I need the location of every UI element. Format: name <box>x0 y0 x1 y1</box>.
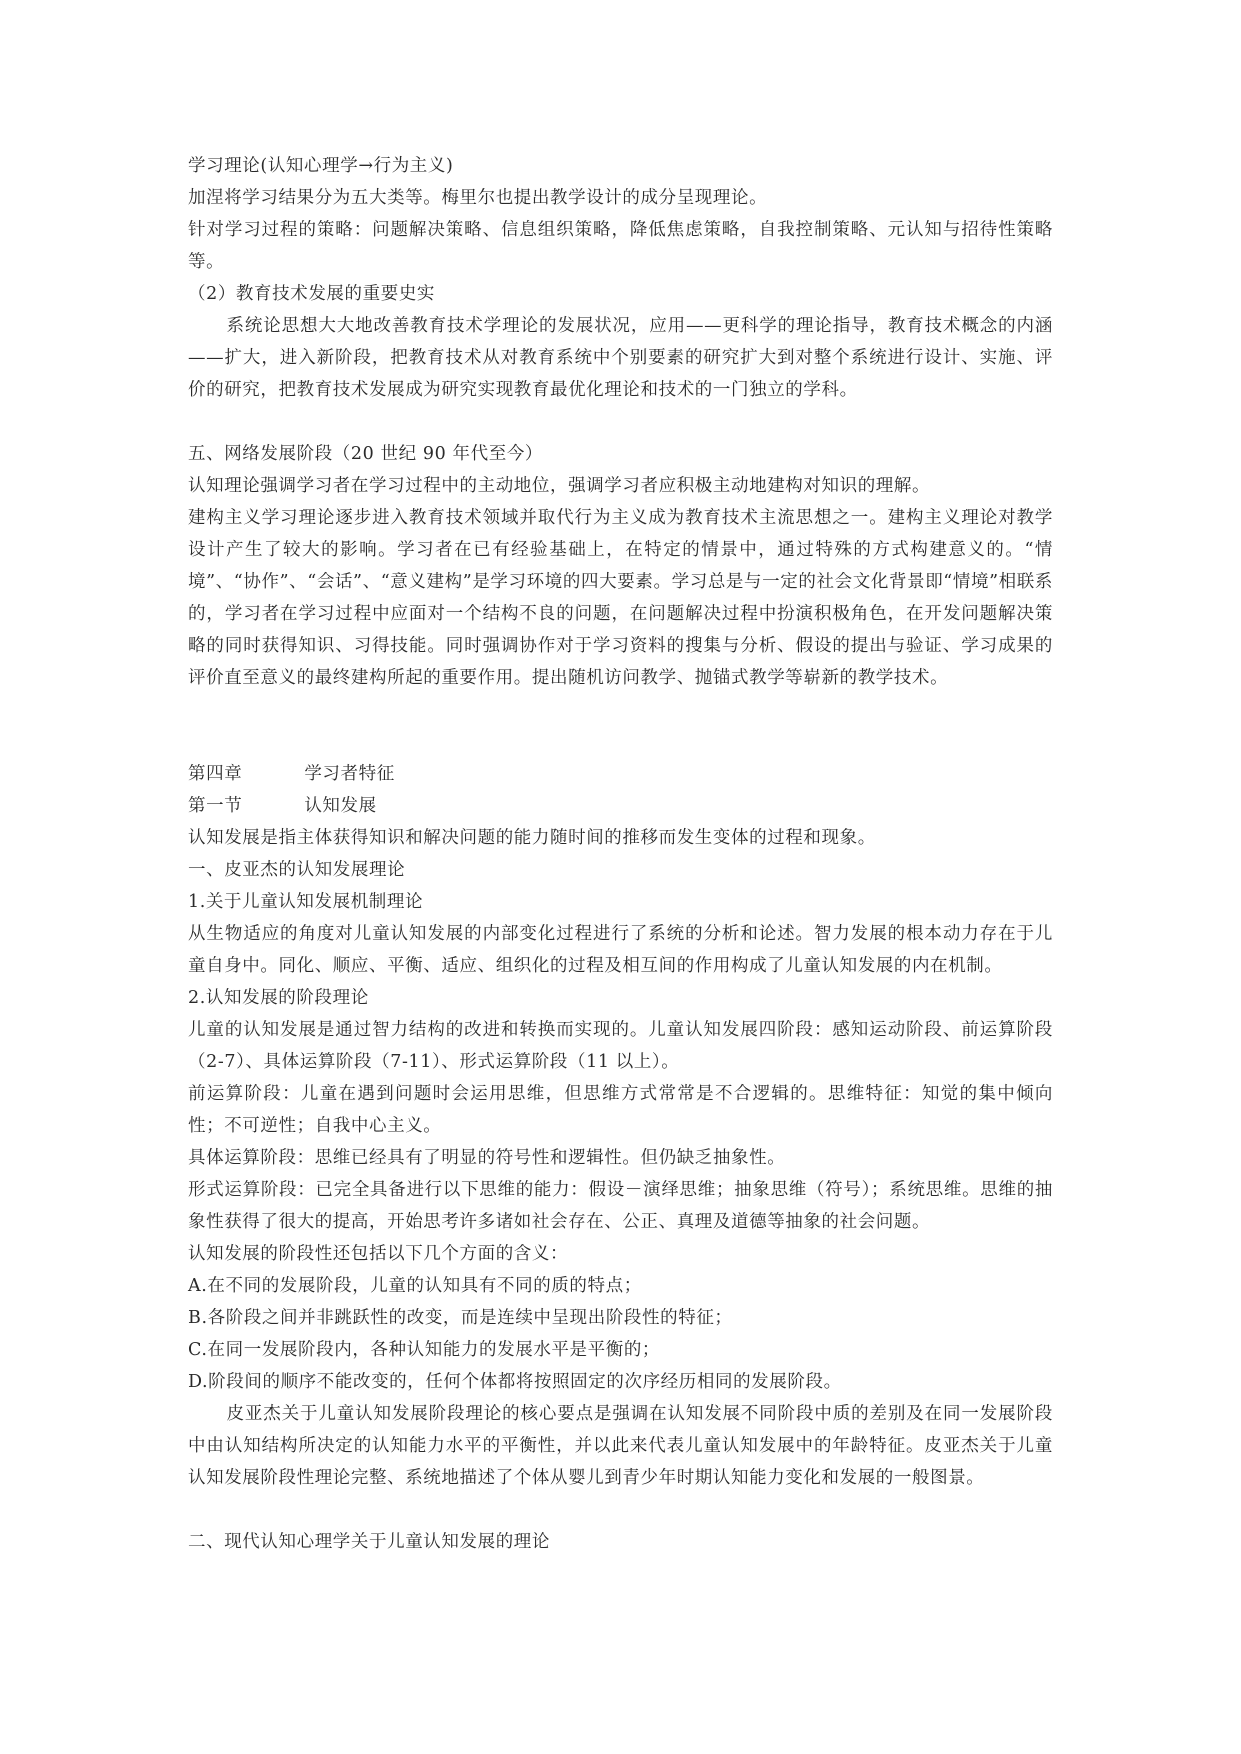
mechanism-theory-paragraph: 从生物适应的角度对儿童认知发展的内部变化过程进行了系统的分析和论述。智力发展的根本动力存在于儿童自身中。同化、顺应、平衡、适应、组织化的过程及相互间的作用构成了儿童认知发展的内在机制。 <box>188 924 1053 976</box>
systems-theory-paragraph: 系统论思想大大地改善教育技术学理论的发展状况，应用——更科学的理论指导，教育技术概念的内涵——扩大，进入新阶段，把教育技术从对教育系统中个别要素的研究扩大到对整个系统进行设计、实施、评价的研究，把教育技术发展成为研究实现教育最优化理论和技术的一门独立的学科。 <box>188 316 1053 400</box>
modern-cognitive-theory-heading: 二、现代认知心理学关于儿童认知发展的理论 <box>188 1532 550 1552</box>
section-heading <box>188 790 1053 822</box>
subsection-2-heading: （2）教育技术发展的重要史实 <box>188 284 436 304</box>
chapter-heading <box>188 758 1053 790</box>
cognitive-theory-paragraph: 认知理论强调学习者在学习过程中的主动地位，强调学习者应积极主动地建构对知识的理解。 <box>188 476 931 496</box>
constructivism-paragraph: 建构主义学习理论逐步进入教育技术领域并取代行为主义成为教育技术主流思想之一。建构主义理论对教学设计产生了较大的影响。学习者在已有经验基础上，在特定的情景中，通过特殊的方式构建意义的。“情境”、“协作”、“会话”、“意义建构”是学习环境的四大要素。学习总是与一定的社会文化背景即“情境”相联系的，学习者在学习过程中应面对一个结构不良的问题，在问题解决过程中扮演积极角色，在开发问题解决策略的同时获得知识、习得技能。同时强调协作对于学习资料的搜集与分析、假设的提出与验证、学习成果的评价直至意义的最终建构所起的重要作用。提出随机访问教学、抛锚式教学等崭新的教学技术。 <box>188 508 1053 688</box>
spacer <box>188 406 1053 438</box>
spacer <box>188 694 1053 758</box>
stage-theory-heading: 2.认知发展的阶段理论 <box>188 988 369 1008</box>
stage-theory-paragraph: 儿童的认知发展是通过智力结构的改进和转换而实现的。儿童认知发展四阶段：感知运动阶段、前运算阶段（2-7）、具体运算阶段（7-11）、形式运算阶段（11 以上）。 <box>188 1020 1053 1072</box>
chapter-label: 第四章 <box>188 764 243 784</box>
piaget-theory-heading: 一、皮亚杰的认知发展理论 <box>188 860 406 880</box>
learning-strategies-paragraph: 针对学习过程的策略：问题解决策略、信息组织策略，降低焦虑策略，自我控制策略、元认知与招待性策略等。 <box>188 220 1053 272</box>
cognitive-development-definition: 认知发展是指主体获得知识和解决问题的能力随时间的推移而发生变体的过程和现象。 <box>188 828 876 848</box>
list-item-a: A.在不同的发展阶段，儿童的认知具有不同的质的特点； <box>188 1276 642 1296</box>
list-item-c: C.在同一发展阶段内，各种认知能力的发展水平是平衡的； <box>188 1340 661 1360</box>
spacer <box>188 1494 1053 1526</box>
list-item-b: B.各阶段之间并非跳跃性的改变，而是连续中呈现出阶段性的特征； <box>188 1308 733 1328</box>
document-body <box>188 150 1053 1558</box>
list-item-d: D.阶段间的顺序不能改变的，任何个体都将按照固定的次序经历相同的发展阶段。 <box>188 1372 842 1392</box>
gagne-merrill-line: 加涅将学习结果分为五大类等。梅里尔也提出教学设计的成分呈现理论。 <box>188 188 768 208</box>
concrete-operational-paragraph: 具体运算阶段：思维已经具有了明显的符号性和逻辑性。但仍缺乏抽象性。 <box>188 1148 786 1168</box>
learning-theory-line: 学习理论(认知心理学→行为主义) <box>188 156 454 176</box>
chapter-title: 学习者特征 <box>304 764 395 784</box>
mechanism-theory-heading: 1.关于儿童认知发展机制理论 <box>188 892 424 912</box>
preoperational-stage-paragraph: 前运算阶段：儿童在遇到问题时会运用思维，但思维方式常常是不合逻辑的。思维特征：知觉的集中倾向性；不可逆性；自我中心主义。 <box>188 1084 1053 1136</box>
section-title: 认知发展 <box>304 796 377 816</box>
stage-meaning-intro: 认知发展的阶段性还包括以下几个方面的含义： <box>188 1244 569 1264</box>
section-label: 第一节 <box>188 796 243 816</box>
piaget-summary-paragraph: 皮亚杰关于儿童认知发展阶段理论的核心要点是强调在认知发展不同阶段中质的差别及在同一发展阶段中由认知结构所决定的认知能力水平的平衡性，并以此来代表儿童认知发展中的年龄特征。皮亚杰关于儿童认知发展阶段性理论完整、系统地描述了个体从婴儿到青少年时期认知能力变化和发展的一般图景。 <box>188 1404 1053 1488</box>
section-5-heading: 五、网络发展阶段（20 世纪 90 年代至今） <box>188 444 544 464</box>
formal-operational-paragraph: 形式运算阶段：已完全具备进行以下思维的能力：假设－演绎思维；抽象思维（符号）；系统思维。思维的抽象性获得了很大的提高，开始思考许多诸如社会存在、公正、真理及道德等抽象的社会问题。 <box>188 1180 1053 1232</box>
